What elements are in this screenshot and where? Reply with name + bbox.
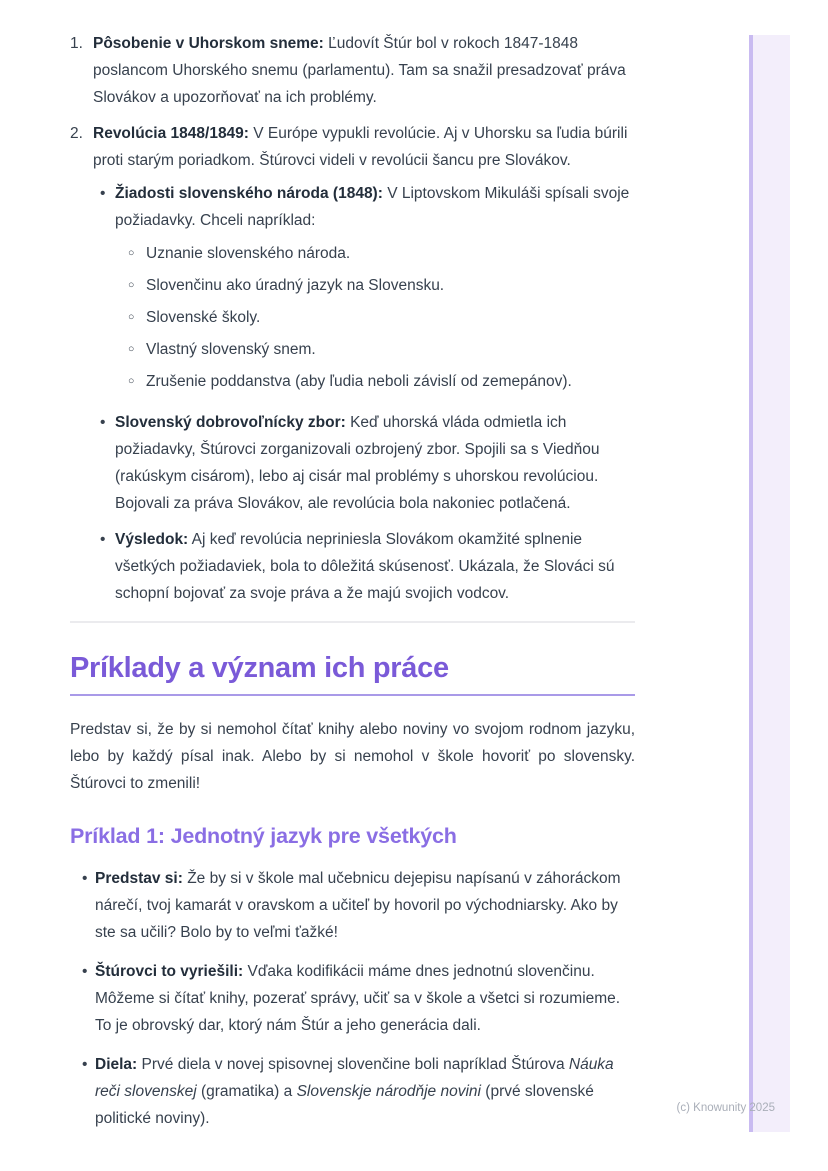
demand-text: Slovenčinu ako úradný jazyk na Slovensku. <box>146 277 445 294</box>
bullet-text <box>95 1051 635 1132</box>
bullet-lead-bold: Predstav si: <box>95 870 183 887</box>
bullet-disc-marker: • <box>82 1056 88 1073</box>
bullet-item-vyriesili <box>82 958 635 1039</box>
numbered-list <box>70 30 635 607</box>
bullet-disc-marker: • <box>100 185 106 202</box>
bullet-lead-bold: Štúrovci to vyriešili: <box>95 963 244 980</box>
demand-text: Slovenské školy. <box>146 309 261 326</box>
item-lead-bold: Revolúcia 1848/1849: <box>93 125 249 142</box>
document-content <box>70 0 635 1144</box>
bullet-lead-bold: Žiadosti slovenského národa (1848): <box>115 185 383 202</box>
bullet-segment-italic-title: Slovenskje národňje novini <box>296 1083 481 1100</box>
bullet-lead-bold: Výsledok: <box>115 531 189 548</box>
bullet-text <box>115 180 635 400</box>
bullet-circle-marker: ○ <box>128 375 135 387</box>
bullet-circle-marker: ○ <box>128 247 135 259</box>
bullet-text <box>95 958 635 1039</box>
demands-list <box>115 240 635 395</box>
bullet-disc-marker: • <box>100 414 106 431</box>
bullet-segment-italic-title: Náuka reči slovenskej <box>95 1056 614 1100</box>
section-intro-paragraph: Predstav si, že by si nemohol čítať knihy alebo noviny vo svojom rodnom jazyku, lebo by každý písal inak. Alebo by si nemohol v škole hovoriť po slovensky. Štúrovci to zmenili! <box>70 721 635 792</box>
demand-item <box>128 336 635 363</box>
bullet-disc-marker: • <box>82 963 88 980</box>
bullet-circle-marker: ○ <box>128 279 135 291</box>
demand-item <box>128 304 635 331</box>
bullet-item-ziadosti <box>100 180 635 400</box>
bullet-body-text: Že by si v škole mal učebnicu dejepisu napísanú v záhoráckom nárečí, tvoj kamarát v oravskom a učiteľ by hovoril po východniarsky. Ako by ste sa učili? Bolo by to veľmi ťažké! <box>95 870 621 941</box>
copyright-footer: (c) Knowunity 2025 <box>676 1102 775 1114</box>
bullet-circle-marker: ○ <box>128 311 135 323</box>
demand-item <box>128 272 635 299</box>
bullet-body-text: Aj keď revolúcia nepriniesla Slovákom okamžité splnenie všetkých požiadaviek, bola to dôležitá skúsenosť. Ukázala, že Slováci sú schopní bojovať za svoje práva a že majú svojich vodcov. <box>115 531 615 602</box>
demand-text: Zrušenie poddanstva (aby ľudia neboli závislí od zemepánov). <box>146 373 572 390</box>
bullet-text <box>115 409 635 517</box>
right-margin-strip <box>749 35 790 1132</box>
item-text <box>93 120 635 607</box>
bullet-lead-bold: Diela: <box>95 1056 138 1073</box>
bullet-body-text: Keď uhorská vláda odmietla ich požiadavky, Štúrovci zorganizovali ozbrojený zbor. Spojili sa s Viedňou (rakúskym cisárom), lebo aj cisár mal problémy s uhorskou revolúciou. Bojovali za práva Slovákov, ale revolúcia bola nakoniec potlačená. <box>115 414 600 512</box>
bullet-lead-bold: Slovenský dobrovoľnícky zbor: <box>115 414 346 431</box>
bullet-segment: Prvé diela v novej spisovnej slovenčine boli napríklad Štúrova <box>137 1056 569 1073</box>
revolution-bullet-list <box>93 180 635 607</box>
bullet-item-diela <box>82 1051 635 1132</box>
demand-item <box>128 368 635 395</box>
bullet-body-text: V Liptovskom Mikuláši spísali svoje požiadavky. Chceli napríklad: <box>115 185 630 229</box>
section-subtitle: Príklad 1: Jednotný jazyk pre všetkých <box>70 824 457 848</box>
item-number: 1. <box>70 35 83 52</box>
bullet-text <box>95 865 635 946</box>
bullet-body-text: Vďaka kodifikácii máme dnes jednotnú slovenčinu. Môžeme si čítať knihy, pozerať správy, učiť sa v škole a všetci si rozumieme. To je obrovský dar, ktorý nám Štúr a jeho generácia dali. <box>95 963 621 1034</box>
section-divider <box>70 621 635 623</box>
demand-text: Uznanie slovenského národa. <box>146 245 351 262</box>
bullet-segment: (gramatika) a <box>196 1083 297 1100</box>
demand-text: Vlastný slovenský snem. <box>146 341 316 358</box>
item-body-text: Ľudovít Štúr bol v rokoch 1847-1848 poslancom Uhorského snemu (parlamentu). Tam sa snažil presadzovať práva Slovákov a upozorňovať na ich problémy. <box>93 35 626 106</box>
bullet-item-zbor <box>100 409 635 517</box>
bullet-disc-marker: • <box>100 531 106 548</box>
bullet-segment: (prvé slovenské politické noviny). <box>95 1083 594 1127</box>
demand-item <box>128 240 635 267</box>
item-lead-bold: Pôsobenie v Uhorskom sneme: <box>93 35 324 52</box>
bullet-item-predstav-si <box>82 865 635 946</box>
item-number: 2. <box>70 125 83 142</box>
bullet-disc-marker: • <box>82 870 88 887</box>
item-body-text: V Európe vypukli revolúcie. Aj v Uhorsku sa ľudia búrili proti starým poriadkom. Štúrovci videli v revolúcii šancu pre Slovákov. <box>93 125 628 169</box>
example-bullet-list <box>70 865 635 1132</box>
item-text <box>93 30 635 111</box>
bullet-text <box>115 526 635 607</box>
numbered-item-revolucia <box>70 120 635 607</box>
bullet-item-vysledok <box>100 526 635 607</box>
bullet-circle-marker: ○ <box>128 343 135 355</box>
section-title: Príklady a význam ich práce <box>70 651 635 696</box>
numbered-item-posobenie <box>70 30 635 111</box>
